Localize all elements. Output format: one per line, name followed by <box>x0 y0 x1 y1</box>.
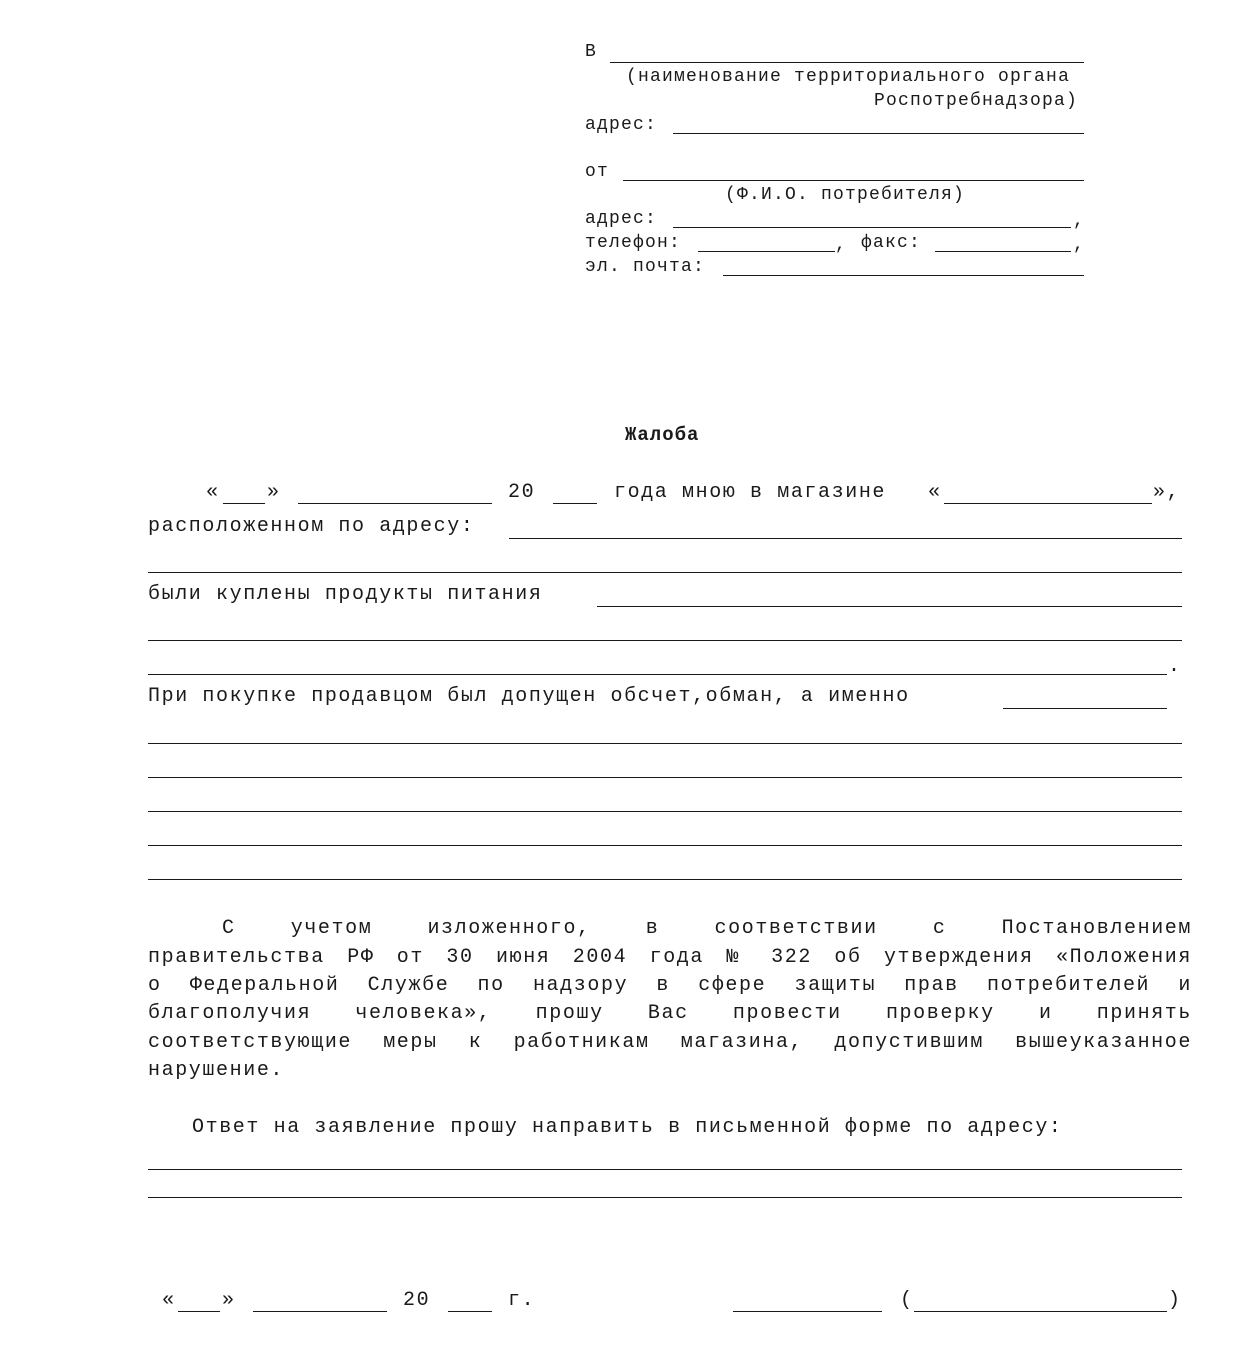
violation-field[interactable] <box>1003 708 1167 709</box>
shop-name-field[interactable] <box>944 503 1152 504</box>
violation-text: При покупке продавцом был допущен обсчет,обман, а именно <box>148 685 910 708</box>
products-field-3[interactable] <box>148 674 1167 675</box>
organ-caption-line2: Роспотребнадзора) <box>874 91 1079 111</box>
signature-name-field[interactable] <box>914 1311 1167 1312</box>
paragraph-line-6: нарушение. <box>148 1059 285 1082</box>
violation-field-2[interactable] <box>148 743 1182 744</box>
date-close-quote: » <box>267 481 281 504</box>
organ-address-label: адрес: <box>585 115 658 135</box>
fax-field[interactable] <box>935 251 1071 252</box>
organ-name-field[interactable] <box>610 62 1084 63</box>
shop-open-quote: « <box>928 481 942 504</box>
purchase-text: года мною в магазине <box>614 481 887 504</box>
organ-address-field[interactable] <box>673 133 1084 134</box>
paragraph-line-5: соответствующие меры к работникам магазина, допустившим вышеуказанное <box>148 1031 1192 1054</box>
to-prefix: В <box>585 42 598 62</box>
footer-date-close-quote: » <box>222 1289 236 1312</box>
violation-field-6[interactable] <box>148 879 1182 880</box>
date-open-quote: « <box>206 481 220 504</box>
violation-field-4[interactable] <box>148 811 1182 812</box>
answer-address-field[interactable] <box>148 1169 1182 1170</box>
products-field[interactable] <box>597 606 1182 607</box>
answer-text: Ответ на заявление прошу направить в письменной форме по адресу: <box>192 1116 1063 1139</box>
bought-text: были куплены продукты питания <box>148 583 543 606</box>
organ-caption-line1: (наименование территориального органа <box>626 67 1071 87</box>
signature-close-paren: ) <box>1168 1289 1182 1312</box>
footer-year-field[interactable] <box>448 1311 492 1312</box>
email-label: эл. почта: <box>585 257 706 277</box>
shop-address-field-2[interactable] <box>148 572 1182 573</box>
footer-month-field[interactable] <box>253 1311 387 1312</box>
phone-field[interactable] <box>698 251 835 252</box>
located-text: расположенном по адресу: <box>148 515 475 538</box>
consumer-address-field[interactable] <box>673 227 1071 228</box>
footer-date-open-quote: « <box>162 1289 176 1312</box>
paragraph-line-2: правительства РФ от 30 июня 2004 года № 322 об утверждения «Положения <box>148 946 1192 969</box>
violation-field-3[interactable] <box>148 777 1182 778</box>
phone-label: телефон: <box>585 233 682 253</box>
email-field[interactable] <box>723 275 1084 276</box>
phone-comma: , <box>835 235 848 255</box>
footer-year-prefix: 20 <box>403 1289 431 1312</box>
purchase-month-field[interactable] <box>298 503 492 504</box>
document-title: Жалоба <box>625 424 700 446</box>
address-comma: , <box>1073 211 1086 231</box>
fio-caption: (Ф.И.О. потребителя) <box>725 185 966 205</box>
signature-open-paren: ( <box>900 1289 914 1312</box>
signature-field[interactable] <box>733 1311 882 1312</box>
from-prefix: от <box>585 162 610 182</box>
purchase-year-field[interactable] <box>553 503 597 504</box>
year-prefix: 20 <box>508 481 536 504</box>
paragraph-line-1: С учетом изложенного, в соответствии с Постановлением <box>222 917 1192 940</box>
fax-label: факс: <box>861 233 922 253</box>
violation-field-5[interactable] <box>148 845 1182 846</box>
shop-address-field[interactable] <box>509 538 1182 539</box>
paragraph-line-3: о Федеральной Службе по надзору в сфере защиты прав потребителей и <box>148 974 1192 997</box>
consumer-name-field[interactable] <box>623 180 1084 181</box>
footer-year-suffix: г. <box>508 1289 536 1312</box>
consumer-address-label: адрес: <box>585 209 658 229</box>
answer-address-field-2[interactable] <box>148 1197 1182 1198</box>
fax-comma: , <box>1073 235 1086 255</box>
footer-day-field[interactable] <box>178 1311 220 1312</box>
products-period: . <box>1168 655 1182 678</box>
paragraph-line-4: благополучия человека», прошу Вас провести проверку и принять <box>148 1002 1192 1025</box>
shop-close-quote: », <box>1153 481 1181 504</box>
purchase-day-field[interactable] <box>223 503 265 504</box>
products-field-2[interactable] <box>148 640 1182 641</box>
